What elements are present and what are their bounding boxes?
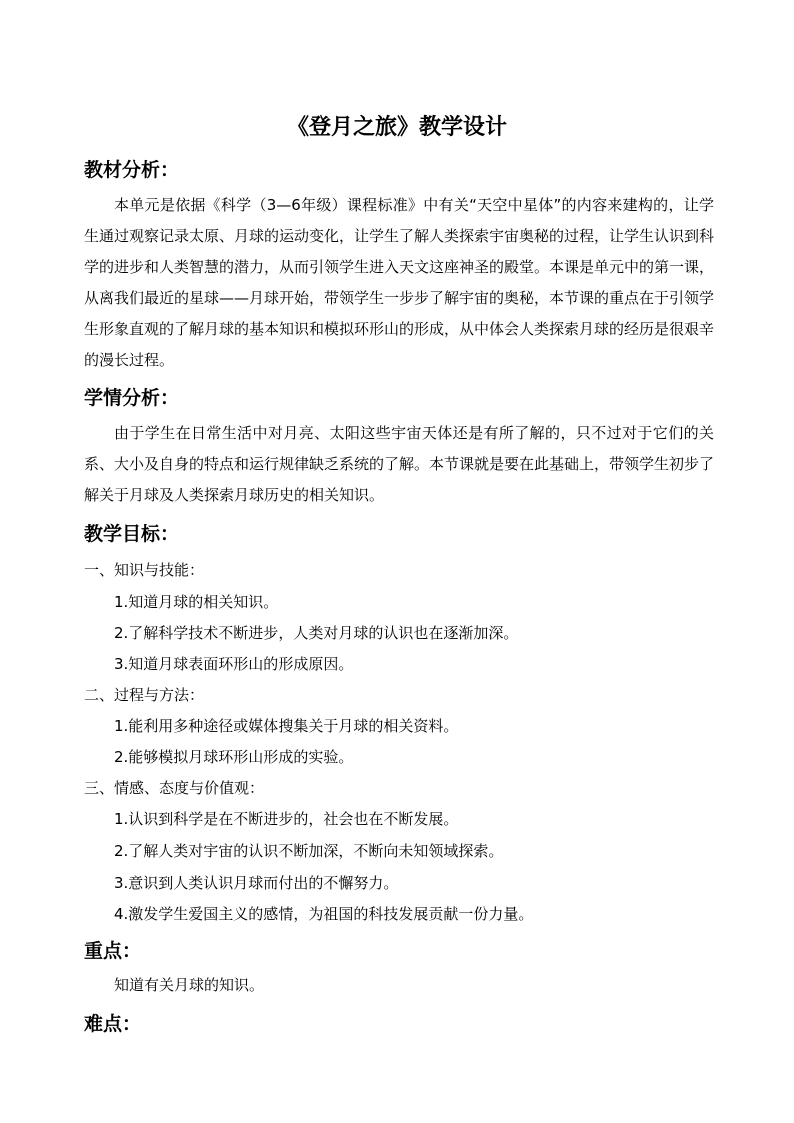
- heading-difficulties: 难点：: [84, 1013, 142, 1035]
- goal-group-values-label: 三、情感、态度与价值观：: [84, 779, 265, 797]
- goal-item: 2.能够模拟月球环形山形成的实验。: [114, 748, 354, 766]
- goal-item: 2.了解人类对宇宙的认识不断加深，不断向未知领域探索。: [114, 842, 504, 860]
- goal-group-process-label: 二、过程与方法：: [84, 686, 205, 704]
- heading-teaching-goals: 教学目标：: [84, 523, 180, 545]
- goal-item: 3.意识到人类认识月球而付出的不懈努力。: [114, 874, 399, 892]
- heading-student-analysis: 学情分析：: [84, 387, 180, 409]
- goal-item: 4.激发学生爱国主义的感情，为祖国的科技发展贡献一份力量。: [114, 905, 534, 923]
- goal-item: 1.认识到科学是在不断进步的，社会也在不断发展。: [114, 810, 459, 828]
- heading-key-points: 重点：: [84, 940, 142, 962]
- goal-item: 2.了解科学技术不断进步，人类对月球的认识也在逐渐加深。: [114, 624, 519, 642]
- heading-material-analysis: 教材分析：: [84, 159, 180, 181]
- document-title: 《登月之旅》教学设计: [286, 115, 507, 140]
- goal-item: 3.知道月球表面环形山的形成原因。: [114, 655, 354, 673]
- paragraph-material-analysis: 本单元是依据《科学（3—6年级）课程标准》中有关“天空中星体”的内容来建构的，让学生通过观察记录太原、月球的运动变化，让学生了解人类探索宇宙奥秘的过程，让学生认识到科学的进步和人类智慧的潜力，从而引领学生进入天文这座神圣的殿堂。本课是单元中的第一课，从离我们最近的星球——月球开始，带领学生一步步了解宇宙的奥秘，本节课的重点在于引领学生形象直观的了解月球的基本知识和模拟环形山的形成，从中体会人类探索月球的经历是很艰辛的漫长过程。: [84, 196, 715, 369]
- paragraph-student-analysis: 由于学生在日常生活中对月亮、太阳这些宇宙天体还是有所了解的，只不过对于它们的关系、大小及自身的特点和运行规律缺乏系统的了解。本节课就是要在此基础上，带领学生初步了解关于月球及人类探索月球历史的相关知识。: [84, 424, 715, 504]
- goal-item: 1.能利用多种途径或媒体搜集关于月球的相关资料。: [114, 717, 459, 735]
- goal-group-knowledge-label: 一、知识与技能：: [84, 561, 205, 579]
- goal-item: 1.知道月球的相关知识。: [114, 593, 279, 611]
- key-points-text: 知道有关月球的知识。: [114, 976, 265, 994]
